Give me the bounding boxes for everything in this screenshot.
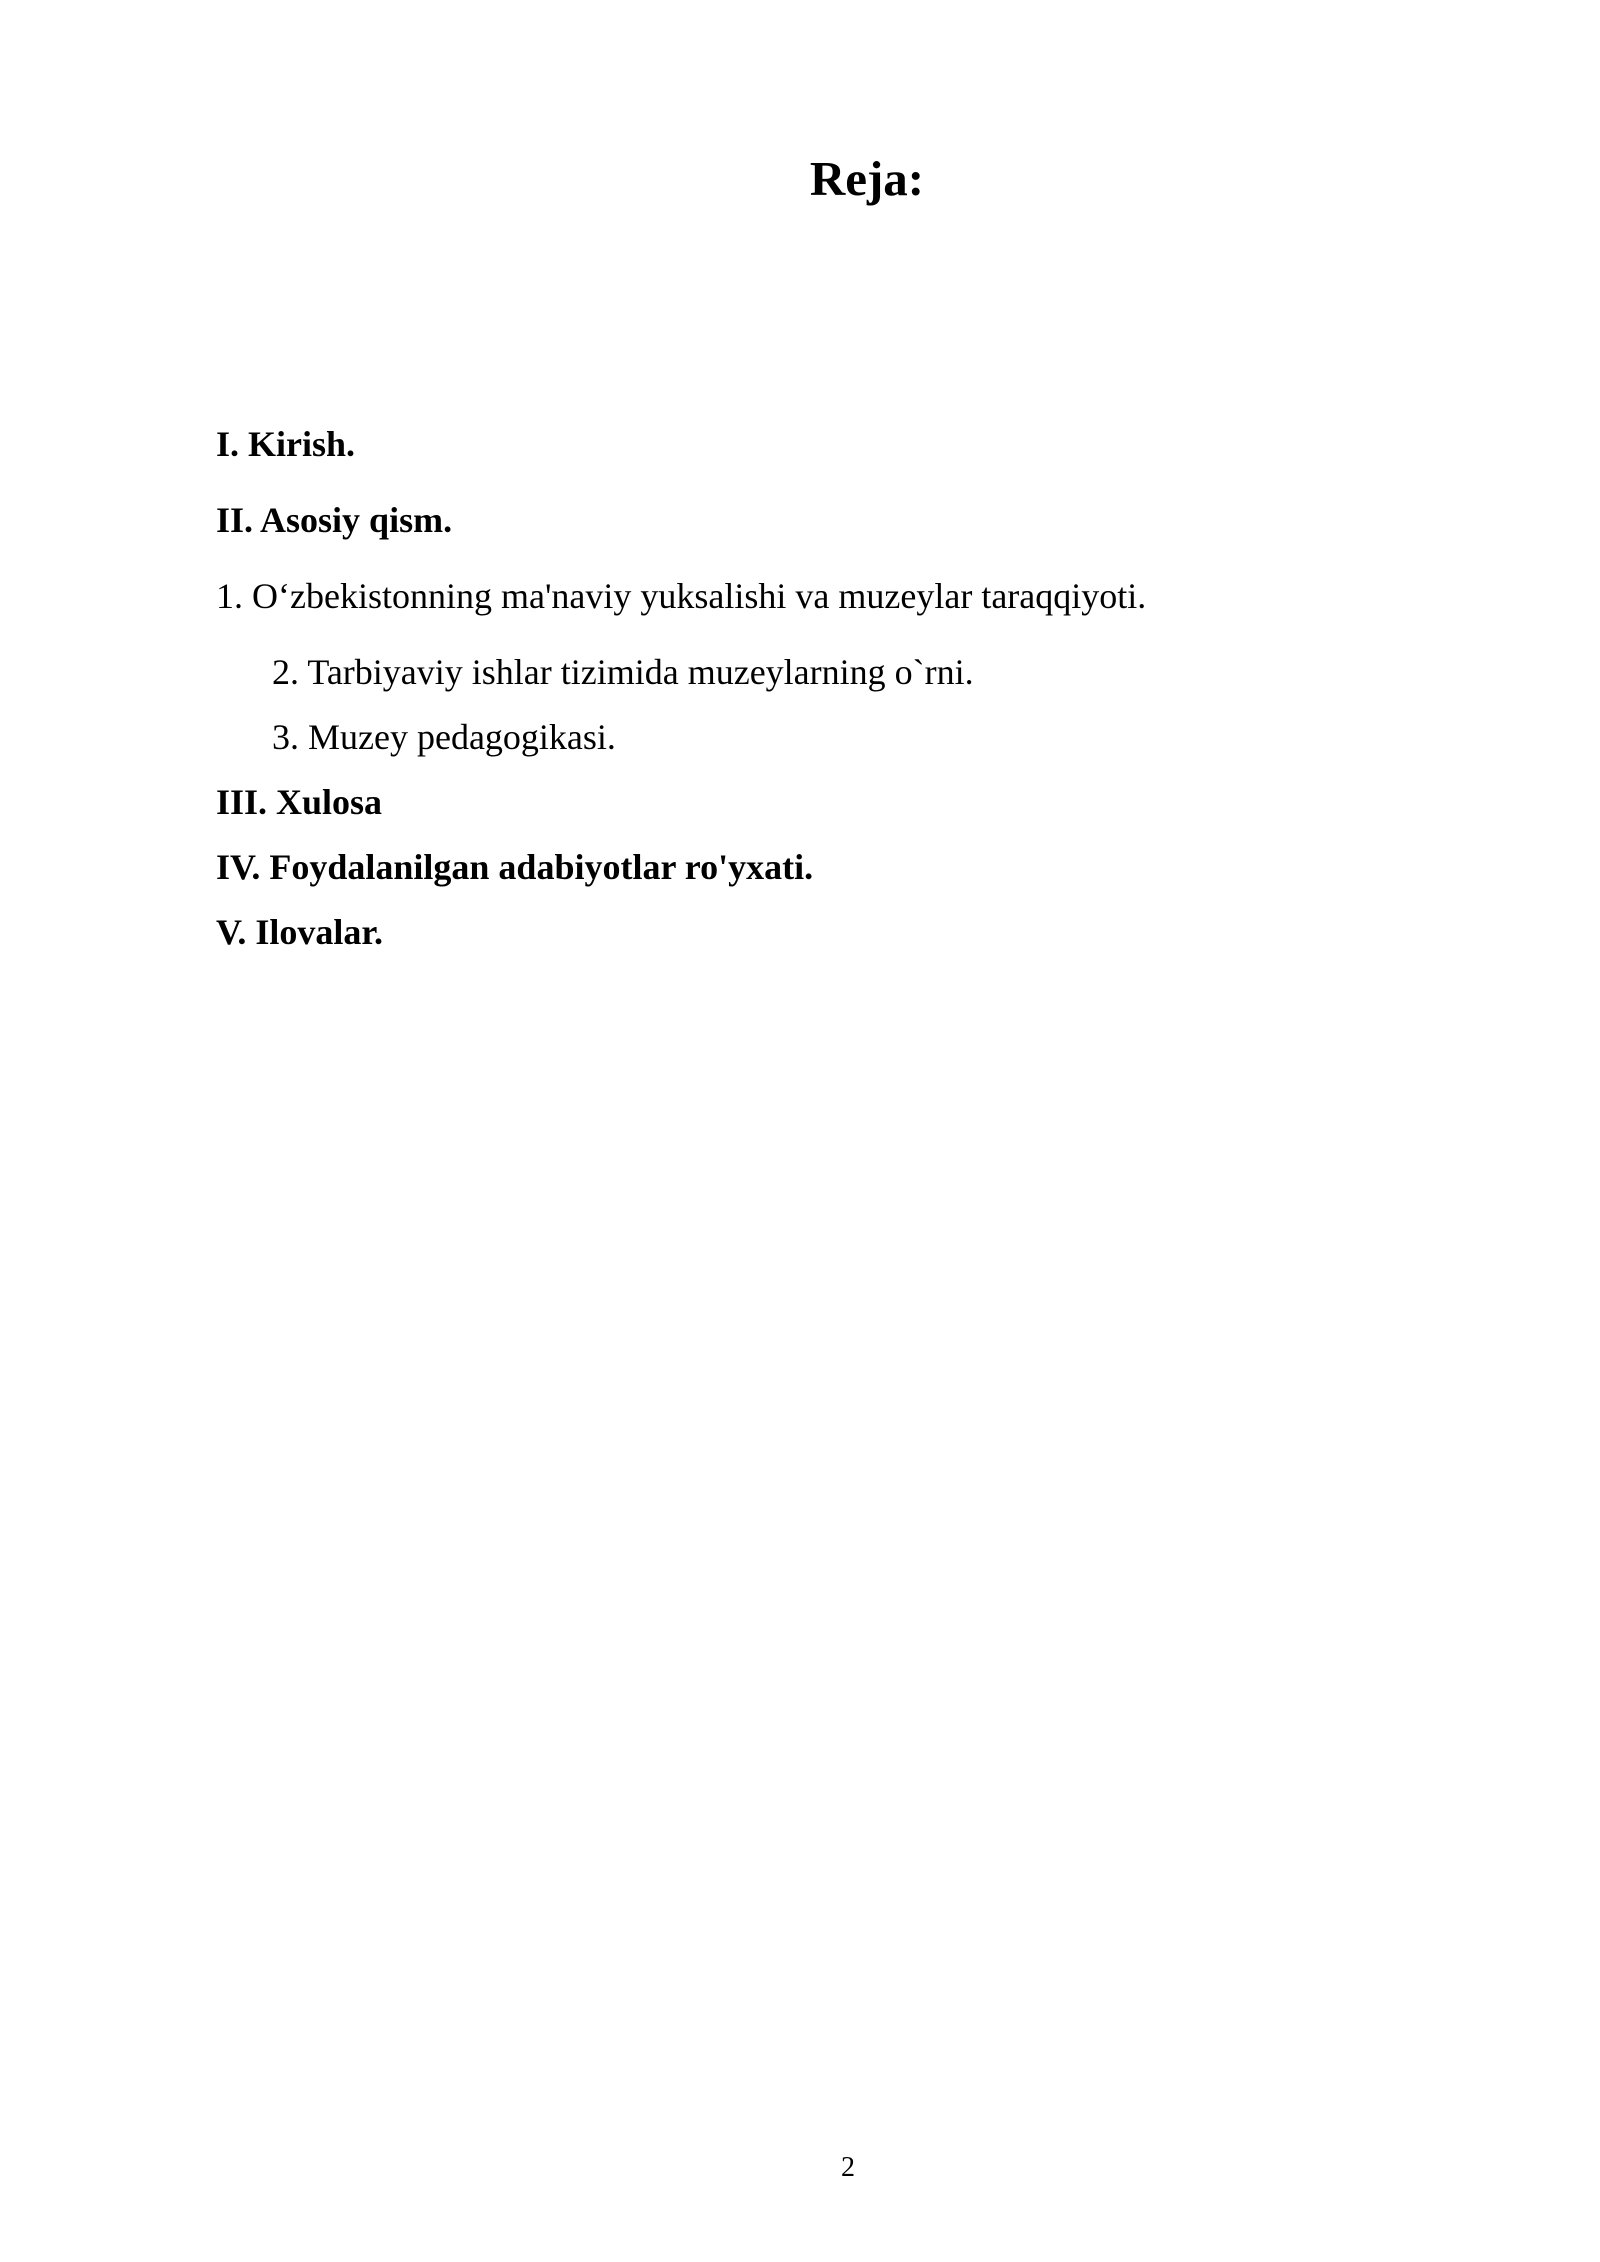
page-title: Reja: (809, 151, 925, 206)
outline-subitem-1: 1. O‘zbekistonning ma'naviy yuksalishi va muzeylar taraqqiyoti. (216, 576, 1147, 616)
outline-item-references: IV. Foydalanilgan adabiyotlar ro'yxati. (216, 847, 814, 887)
page-number: 2 (841, 2152, 855, 2183)
outline-item-conclusion: III. Xulosa (216, 782, 383, 822)
outline-item-appendices: V. Ilovalar. (216, 912, 384, 952)
outline-subitem-3: 3. Muzey pedagogikasi. (272, 717, 616, 757)
outline-item-introduction: I. Kirish. (216, 424, 356, 464)
outline-item-main-part: II. Asosiy qism. (216, 500, 453, 540)
outline-subitem-2: 2. Tarbiyaviy ishlar tizimida muzeylarning o`rni. (272, 652, 974, 692)
